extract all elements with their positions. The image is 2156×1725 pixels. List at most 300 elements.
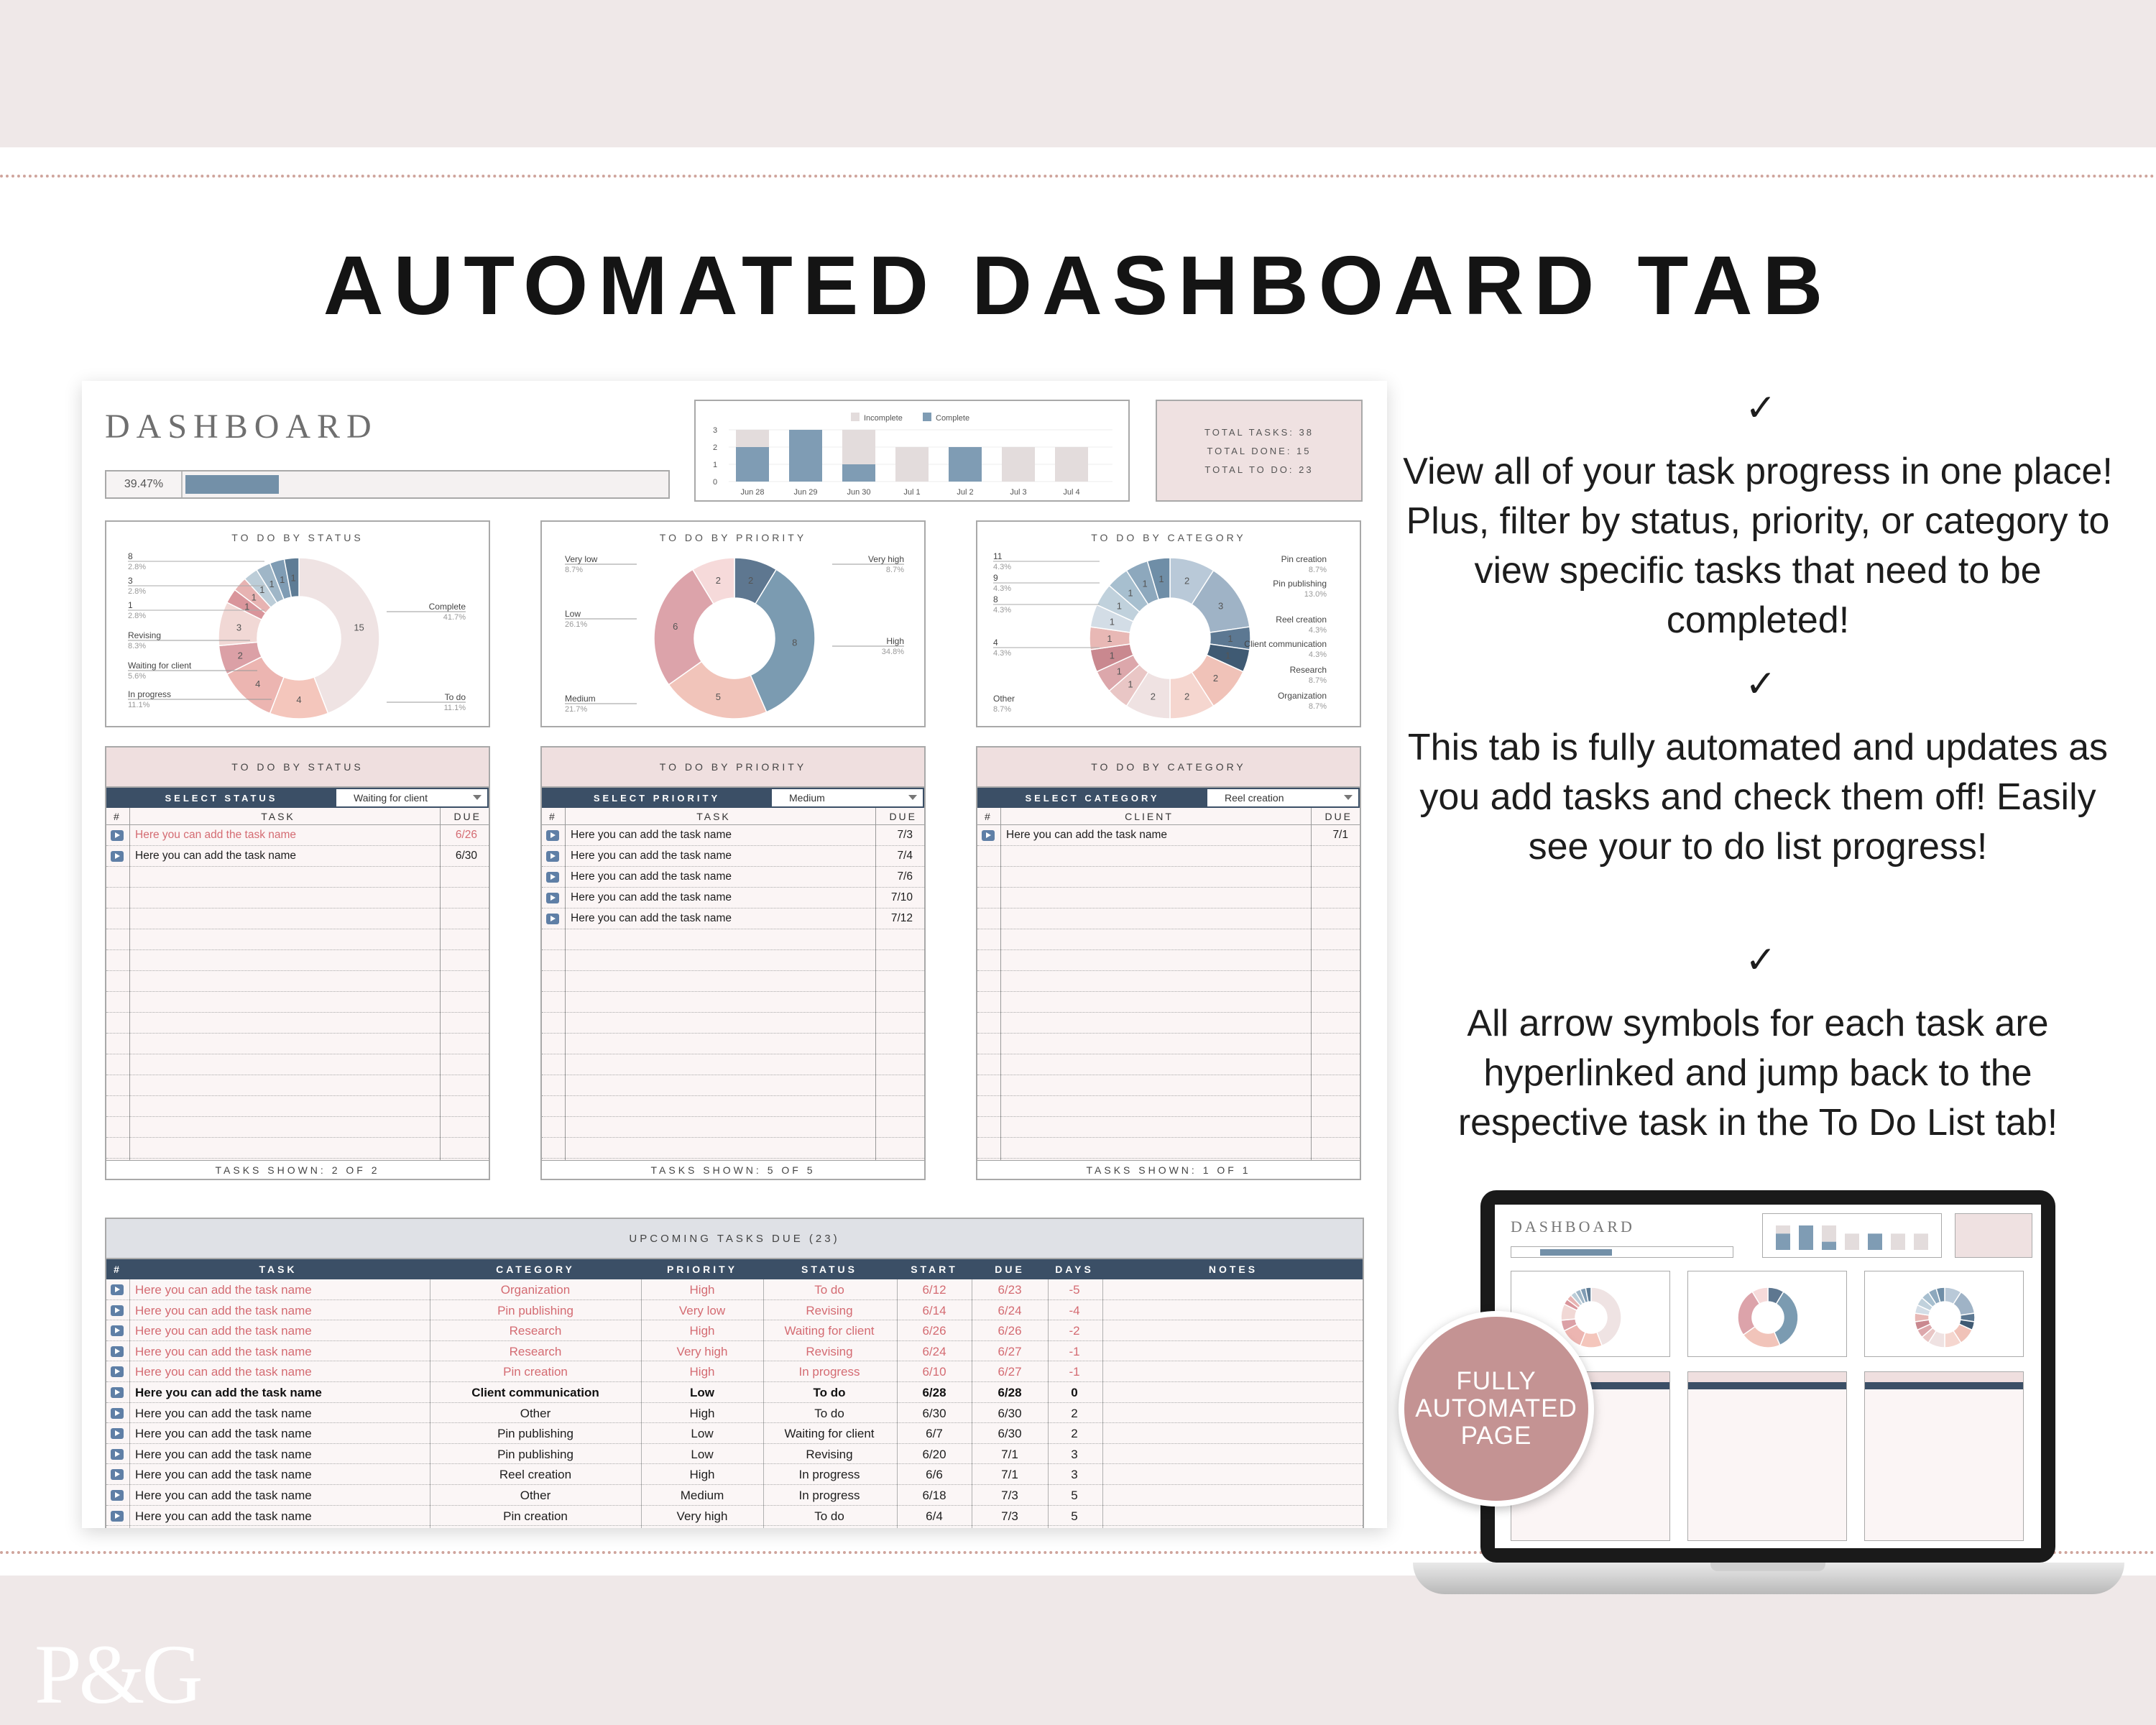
- task-name: Here you can add the task name: [571, 850, 732, 862]
- upcoming-cell-task: Here you can add the task name: [135, 1303, 312, 1317]
- pie-side-percent: 4.3%: [993, 649, 1012, 658]
- jump-arrow-icon[interactable]: [111, 1305, 124, 1316]
- jump-arrow-icon[interactable]: [982, 830, 995, 841]
- chevron-down-icon[interactable]: [473, 795, 482, 800]
- pie-side-label: 4: [993, 638, 998, 648]
- mini-bar-svg: [1763, 1214, 1943, 1259]
- jump-arrow-icon[interactable]: [546, 872, 559, 883]
- chevron-down-icon[interactable]: [908, 795, 917, 800]
- empty-row: [977, 929, 1360, 950]
- empty-row: [977, 846, 1360, 867]
- panel-filter-dropdown[interactable]: [336, 789, 487, 806]
- slice-value-label: 1: [244, 601, 250, 612]
- mini-bar-complete: [1822, 1242, 1836, 1250]
- upcoming-cell-status: To do: [814, 1509, 844, 1523]
- task-name: Here you can add the task name: [571, 829, 732, 841]
- pie-legend-percent: 26.1%: [565, 620, 588, 629]
- upcoming-col-header: CATEGORY: [496, 1264, 575, 1275]
- upcoming-row: [106, 1300, 1363, 1321]
- slice-value-label: 1: [1142, 578, 1148, 589]
- mini-bar-incomplete: [1914, 1233, 1928, 1250]
- mini-bar-incomplete: [1822, 1225, 1836, 1242]
- y-tick-label: 1: [713, 461, 718, 469]
- mini-bar-chart: [1762, 1213, 1942, 1258]
- slice-value-label: 1: [280, 574, 285, 586]
- jump-arrow-icon[interactable]: [111, 1387, 124, 1398]
- task-due: 6/26: [455, 829, 477, 841]
- page-headline: AUTOMATED DASHBOARD TAB: [323, 239, 1833, 332]
- x-tick-label: Jun 30: [847, 488, 871, 497]
- panel-rows: [542, 825, 924, 1159]
- upcoming-cell-task: Here you can add the task name: [135, 1447, 312, 1461]
- upcoming-cell-start: 6/24: [922, 1344, 946, 1358]
- mini-priority-pie: [1687, 1271, 1847, 1357]
- pie-legend-percent: 41.7%: [443, 613, 466, 622]
- pie-side-percent: 4.3%: [993, 606, 1012, 615]
- pie-side-percent: 2.8%: [128, 612, 147, 620]
- category-pie-svg: [977, 522, 1363, 729]
- pie-side-percent: 2.8%: [128, 563, 147, 571]
- pie-legend-percent: 11.1%: [128, 701, 150, 709]
- panel-footer: TASKS SHOWN: 2 OF 2: [106, 1160, 489, 1179]
- task-due: 7/6: [897, 870, 913, 883]
- empty-row: [977, 1054, 1360, 1075]
- upcoming-row: [106, 1506, 1363, 1527]
- upcoming-cell-task: Here you can add the task name: [135, 1324, 312, 1338]
- upcoming-rows: [106, 1279, 1363, 1526]
- upcoming-cell-due: 6/27: [998, 1344, 1022, 1358]
- upcoming-title: UPCOMING TASKS DUE (23): [106, 1219, 1363, 1259]
- panel-column-headers: [106, 808, 489, 825]
- mini-priority-pie-svg: [1688, 1271, 1848, 1358]
- slice-value-label: 3: [236, 622, 242, 633]
- slice-value-label: 1: [1116, 666, 1122, 677]
- panel-select-bar: [542, 788, 924, 808]
- table-row: [542, 908, 924, 929]
- empty-row: [542, 1117, 924, 1138]
- slice-value-label: 1: [1107, 633, 1112, 644]
- jump-arrow-icon[interactable]: [111, 1325, 124, 1336]
- slice-value-label: 6: [673, 620, 678, 632]
- pie-legend-label: Very low: [565, 554, 598, 564]
- upcoming-col-header: TASK: [259, 1264, 298, 1275]
- upcoming-cell-priority: Very high: [676, 1344, 728, 1358]
- status-pie-title: TO DO BY STATUS: [231, 532, 364, 543]
- upcoming-cell-task: Here you can add the task name: [135, 1509, 312, 1523]
- progress-track: [185, 475, 660, 494]
- legend-label-complete: Complete: [936, 414, 970, 423]
- upcoming-cell-task: Here you can add the task name: [135, 1488, 312, 1502]
- pie-side-label: 9: [993, 573, 998, 583]
- upcoming-cell-category: Organization: [500, 1283, 571, 1297]
- panel-filter-value: Reel creation: [1225, 792, 1284, 804]
- panel-footer: TASKS SHOWN: 5 OF 5: [542, 1160, 924, 1179]
- pie-side-label: 8: [993, 594, 998, 604]
- upcoming-row: [106, 1320, 1363, 1341]
- check-icon: ✓: [1745, 663, 1777, 705]
- priority-filter-panel: [540, 746, 926, 1180]
- upcoming-cell-category: Client communication: [471, 1385, 599, 1399]
- panel-filter-value: Waiting for client: [354, 792, 428, 804]
- upcoming-cell-priority: High: [689, 1283, 715, 1297]
- badge-line-3: PAGE: [1460, 1422, 1532, 1450]
- pie-legend-label: To do: [444, 692, 466, 702]
- total-done: TOTAL DONE: 15: [1207, 445, 1312, 456]
- upcoming-cell-task: Here you can add the task name: [135, 1385, 322, 1399]
- mini-progress-bar: [1511, 1246, 1733, 1258]
- pie-legend-label: Very high: [867, 554, 904, 564]
- slice-value-label: 3: [1218, 600, 1224, 612]
- task-due: 7/10: [890, 891, 913, 903]
- task-due: 7/3: [897, 829, 913, 841]
- jump-arrow-icon[interactable]: [111, 1428, 124, 1439]
- y-tick-label: 2: [713, 443, 718, 452]
- bar-complete: [949, 447, 982, 482]
- y-tick-label: 0: [713, 478, 718, 487]
- pie-legend-percent: 34.8%: [881, 648, 904, 656]
- empty-row: [106, 888, 489, 908]
- panel-column-headers: [977, 808, 1360, 825]
- slice-value-label: 2: [1184, 575, 1190, 586]
- mini-bar-incomplete: [1776, 1225, 1790, 1233]
- jump-arrow-icon[interactable]: [111, 1408, 124, 1419]
- empty-row: [977, 1096, 1360, 1117]
- task-name: Here you can add the task name: [135, 829, 297, 841]
- totals-box: [1156, 400, 1363, 502]
- bar-complete: [736, 447, 769, 482]
- x-tick-label: Jul 4: [1063, 488, 1080, 497]
- empty-row: [977, 867, 1360, 888]
- priority-pie-svg: [542, 522, 927, 729]
- mini-category-pie: [1864, 1271, 2024, 1357]
- y-tick-label: 3: [713, 426, 718, 435]
- panel-title: TO DO BY PRIORITY: [542, 748, 924, 788]
- bottom-band: [0, 1576, 2156, 1725]
- panel-rows: [106, 825, 489, 1159]
- slice-value-label: 2: [1184, 691, 1190, 702]
- bar-incomplete: [1055, 447, 1088, 482]
- upcoming-cell-due: 6/28: [998, 1385, 1022, 1399]
- upcoming-cell-priority: Low: [690, 1385, 714, 1399]
- upcoming-cell-category: Pin creation: [503, 1509, 568, 1523]
- legend-swatch-incomplete: [851, 413, 860, 421]
- upcoming-cell-due: 6/26: [998, 1324, 1022, 1338]
- empty-row: [542, 971, 924, 992]
- upcoming-cell-start: 6/6: [926, 1468, 943, 1482]
- panel-filter-dropdown[interactable]: [772, 789, 923, 806]
- upcoming-cell-priority: Very low: [678, 1303, 726, 1317]
- jump-arrow-icon[interactable]: [111, 1469, 124, 1480]
- upcoming-cell-start: 6/18: [922, 1488, 946, 1502]
- category-pie-title: TO DO BY CATEGORY: [1091, 532, 1246, 543]
- slice-value-label: 4: [296, 694, 302, 705]
- upcoming-cell-category: Pin publishing: [497, 1447, 573, 1461]
- bar-incomplete: [895, 447, 929, 482]
- upcoming-cell-priority: Medium: [680, 1488, 724, 1502]
- bar-incomplete: [736, 430, 769, 447]
- task-name: Here you can add the task name: [1006, 829, 1168, 841]
- upcoming-cell-priority: High: [689, 1365, 715, 1379]
- status-pie-svg: [106, 522, 492, 729]
- upcoming-cell-start: 6/7: [926, 1427, 943, 1441]
- upcoming-row: [106, 1485, 1363, 1506]
- feature-text-2: This tab is fully automated and updates as you add tasks and check them off! Easily see your to do list progress!: [1407, 727, 2109, 868]
- upcoming-cell-status: To do: [813, 1385, 846, 1399]
- mini-bar-complete: [1868, 1233, 1882, 1250]
- slice-value-label: 2: [1150, 691, 1156, 702]
- upcoming-cell-start: 6/14: [922, 1303, 946, 1317]
- pie-legend-percent: 13.0%: [1304, 590, 1327, 599]
- upcoming-col-header: NOTES: [1208, 1264, 1258, 1275]
- pie-side-percent: 2.8%: [128, 587, 147, 596]
- upcoming-cell-category: Pin publishing: [497, 1303, 573, 1317]
- slice-value-label: 4: [255, 678, 261, 689]
- mini-category-panel: [1864, 1371, 2024, 1541]
- upcoming-cell-days: 2: [1071, 1406, 1078, 1420]
- jump-arrow-icon[interactable]: [111, 1346, 124, 1357]
- task-name: Here you can add the task name: [571, 870, 732, 883]
- pie-legend-label: Pin creation: [1281, 554, 1327, 564]
- mini-priority-panel: [1687, 1371, 1847, 1541]
- jump-arrow-icon[interactable]: [111, 1511, 124, 1522]
- pie-side-label: 8: [128, 551, 133, 561]
- upcoming-cell-category: Pin publishing: [497, 1427, 573, 1441]
- pie-legend-label: Waiting for client: [128, 661, 192, 671]
- upcoming-cell-status: Waiting for client: [784, 1427, 875, 1441]
- upcoming-row: [106, 1279, 1363, 1300]
- pie-legend-label: Low: [565, 609, 581, 619]
- jump-arrow-icon[interactable]: [111, 1366, 124, 1377]
- pie-legend-label: Organization: [1277, 691, 1327, 701]
- task-name: Here you can add the task name: [571, 891, 732, 903]
- upcoming-cell-status: In progress: [798, 1468, 860, 1482]
- pie-side-percent: 4.3%: [993, 584, 1012, 593]
- empty-row: [977, 950, 1360, 971]
- upcoming-cell-priority: High: [689, 1468, 715, 1482]
- progress-bar: [105, 470, 670, 499]
- mini-totals: [1955, 1213, 2032, 1258]
- empty-row: [977, 971, 1360, 992]
- col-num: #: [114, 811, 121, 822]
- bar-incomplete: [842, 430, 875, 464]
- panel-select-label: SELECT PRIORITY: [593, 792, 721, 804]
- upcoming-col-header: DUE: [995, 1264, 1025, 1275]
- upcoming-col-header: PRIORITY: [666, 1264, 738, 1275]
- pie-legend-percent: 21.7%: [565, 705, 588, 714]
- slice-value-label: 1: [259, 584, 265, 596]
- empty-row: [106, 1117, 489, 1138]
- column-divider: [1048, 1279, 1049, 1528]
- total-todo: TOTAL TO DO: 23: [1204, 464, 1314, 475]
- upcoming-cell-due: 7/3: [1001, 1488, 1018, 1502]
- upcoming-cell-priority: Low: [691, 1427, 714, 1441]
- upcoming-cell-priority: High: [689, 1324, 715, 1338]
- upcoming-cell-start: 6/28: [922, 1385, 946, 1399]
- task-name: Here you can add the task name: [571, 912, 732, 924]
- upcoming-cell-status: Revising: [806, 1447, 853, 1461]
- slice-value-label: 5: [715, 691, 721, 702]
- slice-value-label: 1: [1116, 600, 1122, 612]
- empty-row: [106, 1013, 489, 1034]
- upcoming-cell-priority: High: [689, 1406, 715, 1420]
- pie-legend-label: Medium: [565, 694, 596, 704]
- panel-select-bar: [977, 788, 1360, 808]
- empty-row: [977, 1013, 1360, 1034]
- upcoming-cell-days: -2: [1069, 1324, 1080, 1338]
- pie-side-label: 11: [993, 551, 1003, 561]
- table-row: [542, 888, 924, 908]
- upcoming-cell-start: 6/20: [922, 1447, 946, 1461]
- pie-legend-percent: 8.7%: [885, 566, 904, 574]
- pie-legend-percent: 5.6%: [128, 672, 147, 681]
- upcoming-row: [106, 1444, 1363, 1465]
- top-band: [0, 0, 2156, 147]
- empty-row: [977, 1034, 1360, 1054]
- jump-arrow-icon[interactable]: [111, 1449, 124, 1460]
- upcoming-row: [106, 1382, 1363, 1403]
- slice-value-label: 1: [290, 572, 296, 584]
- slice-value-label: 1: [1227, 633, 1233, 644]
- upcoming-cell-due: 6/30: [998, 1427, 1022, 1441]
- panel-rows: [977, 825, 1360, 1159]
- slice-value-label: 2: [237, 650, 243, 661]
- empty-row: [542, 1138, 924, 1159]
- status-pie-box: [105, 520, 490, 727]
- column-divider: [763, 1279, 764, 1528]
- pie-legend-percent: 8.7%: [993, 705, 1012, 714]
- slice-value-label: 1: [269, 578, 275, 589]
- upcoming-col-header: START: [911, 1264, 958, 1275]
- total-tasks: TOTAL TASKS: 38: [1204, 426, 1314, 438]
- upcoming-cell-start: 6/12: [922, 1283, 946, 1297]
- task-due: 7/4: [897, 850, 913, 862]
- jump-arrow-icon[interactable]: [546, 914, 559, 924]
- slice-value-label: 1: [1109, 650, 1115, 661]
- empty-row: [106, 971, 489, 992]
- jump-arrow-icon[interactable]: [546, 830, 559, 841]
- pie-legend-percent: 8.3%: [128, 642, 147, 650]
- jump-arrow-icon[interactable]: [111, 1490, 124, 1501]
- slice-value-label: 1: [251, 592, 257, 603]
- col-num: #: [549, 811, 557, 822]
- column-divider: [641, 1279, 642, 1528]
- upcoming-cell-status: In progress: [798, 1365, 860, 1379]
- upcoming-cell-status: Waiting for client: [784, 1324, 875, 1338]
- jump-arrow-icon[interactable]: [111, 851, 124, 862]
- upcoming-tasks-table: [105, 1218, 1364, 1528]
- jump-arrow-icon[interactable]: [546, 893, 559, 903]
- column-divider: [1102, 1279, 1103, 1528]
- panel-title: TO DO BY CATEGORY: [977, 748, 1360, 788]
- jump-arrow-icon[interactable]: [111, 1284, 124, 1295]
- panel-footer: TASKS SHOWN: 1 OF 1: [977, 1160, 1360, 1179]
- mini-progress-fill: [1540, 1249, 1612, 1256]
- pie-side-label: 3: [128, 576, 133, 586]
- task-due: 7/1: [1332, 829, 1348, 841]
- dashboard-sheet: [82, 381, 1387, 1528]
- pie-legend-percent: 8.7%: [1308, 702, 1327, 711]
- upcoming-cell-start: 6/4: [926, 1509, 943, 1523]
- pie-legend-label: Research: [1289, 665, 1327, 675]
- upcoming-row: [106, 1341, 1363, 1362]
- upcoming-cell-task: Here you can add the task name: [135, 1468, 312, 1482]
- col-task: CLIENT: [1125, 811, 1174, 822]
- slice-value-label: 1: [1158, 573, 1164, 584]
- pie-legend-label: Revising: [128, 630, 162, 640]
- feature-text-3: All arrow symbols for each task are hyperlinked and jump back to the respective task in the To Do List tab!: [1457, 1003, 2058, 1144]
- pie-legend-label: Complete: [428, 602, 466, 612]
- upcoming-col-header: #: [114, 1264, 122, 1275]
- empty-row: [542, 1054, 924, 1075]
- jump-arrow-icon[interactable]: [111, 830, 124, 841]
- upcoming-cell-days: 3: [1071, 1447, 1078, 1461]
- legend-swatch-complete: [923, 413, 931, 421]
- upcoming-cell-status: Revising: [806, 1344, 853, 1358]
- upcoming-cell-days: 5: [1071, 1488, 1078, 1502]
- upcoming-cell-days: 0: [1071, 1385, 1078, 1399]
- upcoming-row: [106, 1464, 1363, 1485]
- panel-select-label: SELECT CATEGORY: [1025, 792, 1160, 804]
- dashboard-title: DASHBOARD: [105, 408, 378, 446]
- empty-row: [106, 908, 489, 929]
- panel-filter-dropdown[interactable]: [1207, 789, 1358, 806]
- chevron-down-icon[interactable]: [1344, 795, 1353, 800]
- upcoming-row: [106, 1403, 1363, 1424]
- upcoming-cell-due: 6/23: [998, 1283, 1022, 1297]
- col-task: TASK: [261, 811, 295, 822]
- table-row: [106, 846, 489, 867]
- empty-row: [106, 929, 489, 950]
- laptop-notch: [1710, 1563, 1825, 1571]
- column-divider: [897, 1279, 898, 1528]
- slice-value-label: 8: [792, 637, 798, 648]
- slice-value-label: 2: [748, 575, 754, 586]
- jump-arrow-icon[interactable]: [546, 851, 559, 862]
- panel-select-bar: [106, 788, 489, 808]
- empty-row: [106, 1096, 489, 1117]
- table-row: [106, 825, 489, 846]
- upcoming-cell-due: 7/1: [1001, 1468, 1018, 1482]
- x-tick-label: Jul 3: [1010, 488, 1027, 497]
- empty-row: [542, 1034, 924, 1054]
- slice-value-label: 2: [715, 575, 721, 586]
- pie-side-label: 1: [128, 600, 133, 610]
- slice-value-label: 15: [354, 622, 364, 633]
- slice-value-label: 1: [1109, 616, 1115, 627]
- empty-row: [542, 1096, 924, 1117]
- upcoming-cell-task: Here you can add the task name: [135, 1365, 312, 1379]
- pie-legend-percent: 4.3%: [1308, 650, 1327, 659]
- bar-incomplete: [1002, 447, 1035, 482]
- slice-value-label: 1: [1128, 587, 1133, 599]
- check-icon: ✓: [1745, 387, 1777, 429]
- upcoming-col-header: STATUS: [801, 1264, 857, 1275]
- col-due: DUE: [453, 811, 482, 822]
- upcoming-cell-category: Pin creation: [503, 1365, 568, 1379]
- upcoming-cell-days: 2: [1071, 1427, 1078, 1441]
- progress-fill: [185, 475, 279, 494]
- upcoming-cell-days: -4: [1069, 1303, 1080, 1317]
- panel-column-headers: [542, 808, 924, 825]
- panel-filter-value: Medium: [789, 792, 825, 804]
- daily-bar-chart: [694, 400, 1130, 502]
- empty-row: [977, 1138, 1360, 1159]
- panel-select-label: SELECT STATUS: [165, 792, 278, 804]
- mini-bar-complete: [1799, 1225, 1813, 1250]
- empty-row: [106, 950, 489, 971]
- panel-title: TO DO BY STATUS: [106, 748, 489, 788]
- upcoming-cell-category: Research: [509, 1344, 562, 1358]
